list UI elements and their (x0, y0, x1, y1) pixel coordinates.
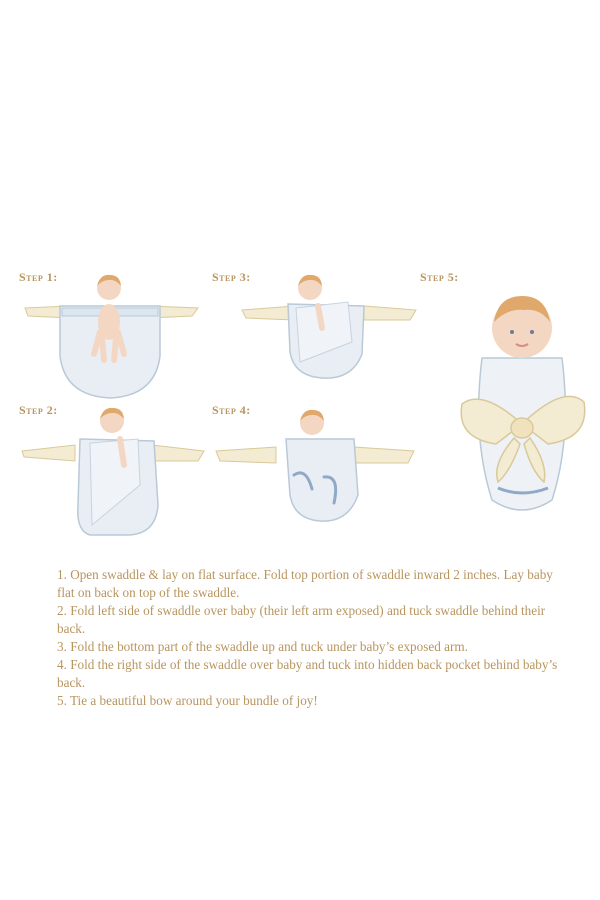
instruction-step-5: 5. Tie a beautiful bow around your bundle of joy! (57, 693, 318, 708)
step-5-label: Step 5: (420, 270, 459, 284)
step-3-illustration (212, 272, 418, 384)
step-1-label: Step 1: (19, 270, 58, 284)
instructions (57, 566, 567, 710)
step-3-label: Step 3: (212, 270, 251, 284)
step-4-illustration (214, 405, 416, 525)
instruction-step-2: 2. Fold left side of swaddle over baby (their left arm exposed) and tuck swaddle behind their back. (57, 603, 546, 636)
step-5-illustration (452, 288, 592, 520)
step-2-label: Step 2: (19, 403, 58, 417)
step-4-label: Step 4: (212, 403, 251, 417)
step-2-illustration (20, 405, 205, 541)
instruction-step-1: 1. Open swaddle & lay on flat surface. Fold top portion of swaddle inward 2 inches. Lay baby flat on back on top of the swaddle. (57, 567, 553, 600)
step-1-illustration (20, 272, 200, 404)
instruction-step-3: 3. Fold the bottom part of the swaddle up and tuck under baby’s exposed arm. (57, 639, 468, 654)
instruction-step-4: 4. Fold the right side of the swaddle over baby and tuck into hidden back pocket behind baby’s back. (57, 657, 558, 690)
